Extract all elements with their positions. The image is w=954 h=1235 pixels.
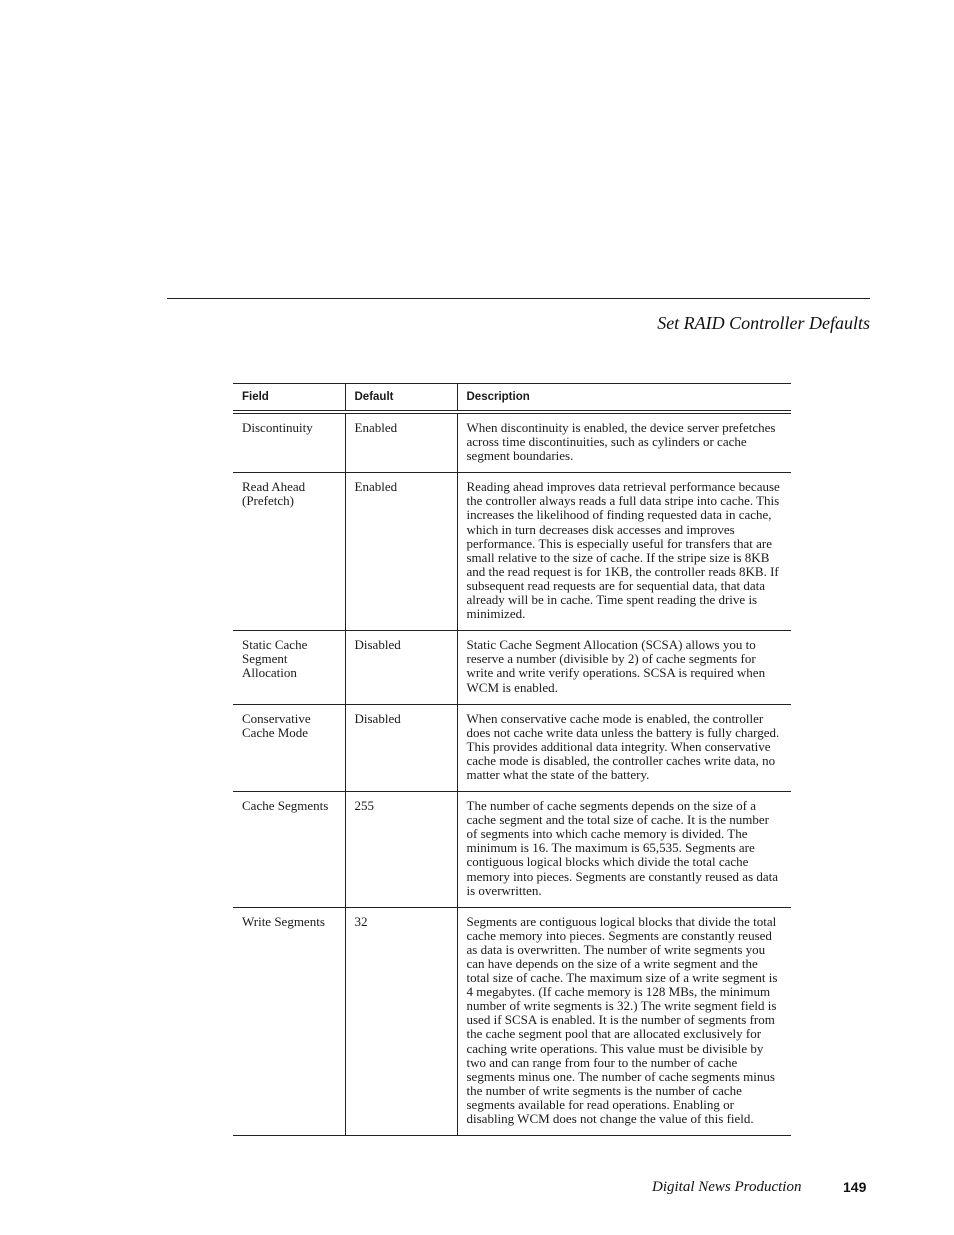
description-cell: Reading ahead improves data retrieval performance because the controller always reads a full data stripe into cache. This increases the likelihood of finding requested data in cache, which in turn decreases disk accesses and improves performance. This is especially useful for transfers that are small relative to the size of cache. If the stripe size is 8KB and the read request is for 1KB, the controller reads 8KB. If subsequent read requests are for sequential data, that data already will be in cache. Time spent reading the drive is minimized. bbox=[457, 473, 791, 631]
footer-book-title: Digital News Production bbox=[652, 1179, 802, 1195]
field-cell: Discontinuity bbox=[233, 412, 345, 473]
header-rule bbox=[167, 298, 870, 299]
raid-defaults-table bbox=[233, 383, 791, 1136]
default-cell: 255 bbox=[345, 792, 457, 908]
field-cell: Static Cache Segment Allocation bbox=[233, 631, 345, 704]
section-title: Set RAID Controller Defaults bbox=[657, 313, 870, 333]
table-row bbox=[233, 412, 791, 473]
column-header-default: Default bbox=[345, 384, 457, 413]
table-row bbox=[233, 473, 791, 631]
field-cell: Write Segments bbox=[233, 907, 345, 1135]
default-cell: Disabled bbox=[345, 631, 457, 704]
default-cell: 32 bbox=[345, 907, 457, 1135]
table-row bbox=[233, 792, 791, 908]
description-cell: When conservative cache mode is enabled, the controller does not cache write data unless the battery is fully charged. This provides additional data integrity. When conservative cache mode is disabled, the controller caches write data, no matter what the state of the battery. bbox=[457, 704, 791, 791]
field-cell: Conservative Cache Mode bbox=[233, 704, 345, 791]
field-cell: Cache Segments bbox=[233, 792, 345, 908]
field-cell: Read Ahead (Prefetch) bbox=[233, 473, 345, 631]
description-cell: The number of cache segments depends on the size of a cache segment and the total size of cache. It is the number of segments into which cache memory is divided. The minimum is 16. The maximum is 65,535. Segments are contiguous logical blocks which divide the total cache memory into pieces. Segments are constantly reused as data is overwritten. bbox=[457, 792, 791, 908]
page-number: 149 bbox=[843, 1179, 867, 1195]
description-cell: When discontinuity is enabled, the device server prefetches across time discontinuities, such as cylinders or cache segment boundaries. bbox=[457, 412, 791, 473]
default-cell: Enabled bbox=[345, 412, 457, 473]
default-cell: Enabled bbox=[345, 473, 457, 631]
table-header-row bbox=[233, 384, 791, 413]
table-row bbox=[233, 704, 791, 791]
description-cell: Segments are contiguous logical blocks that divide the total cache memory into pieces. Segments are constantly reused as data is overwritten. The number of write segments you can have depends on the size of a write segment and the total size of cache. The maximum size of a write segment is 4 megabytes. (If cache memory is 128 MBs, the minimum number of write segments is 32.) The write segment field is used if SCSA is enabled. It is the number of segments from the cache segment pool that are allocated exclusively for caching write operations. This value must be divisible by two and can range from four to the number of cache segments minus one. The number of cache segments minus the number of write segments is the number of cache segments available for read operations. Enabling or disabling WCM does not change the value of this field. bbox=[457, 907, 791, 1135]
table-row bbox=[233, 631, 791, 704]
default-cell: Disabled bbox=[345, 704, 457, 791]
table-row bbox=[233, 907, 791, 1135]
column-header-field: Field bbox=[233, 384, 345, 413]
column-header-description: Description bbox=[457, 384, 791, 413]
description-cell: Static Cache Segment Allocation (SCSA) allows you to reserve a number (divisible by 2) of cache segments for write and write verify operations. SCSA is required when WCM is enabled. bbox=[457, 631, 791, 704]
